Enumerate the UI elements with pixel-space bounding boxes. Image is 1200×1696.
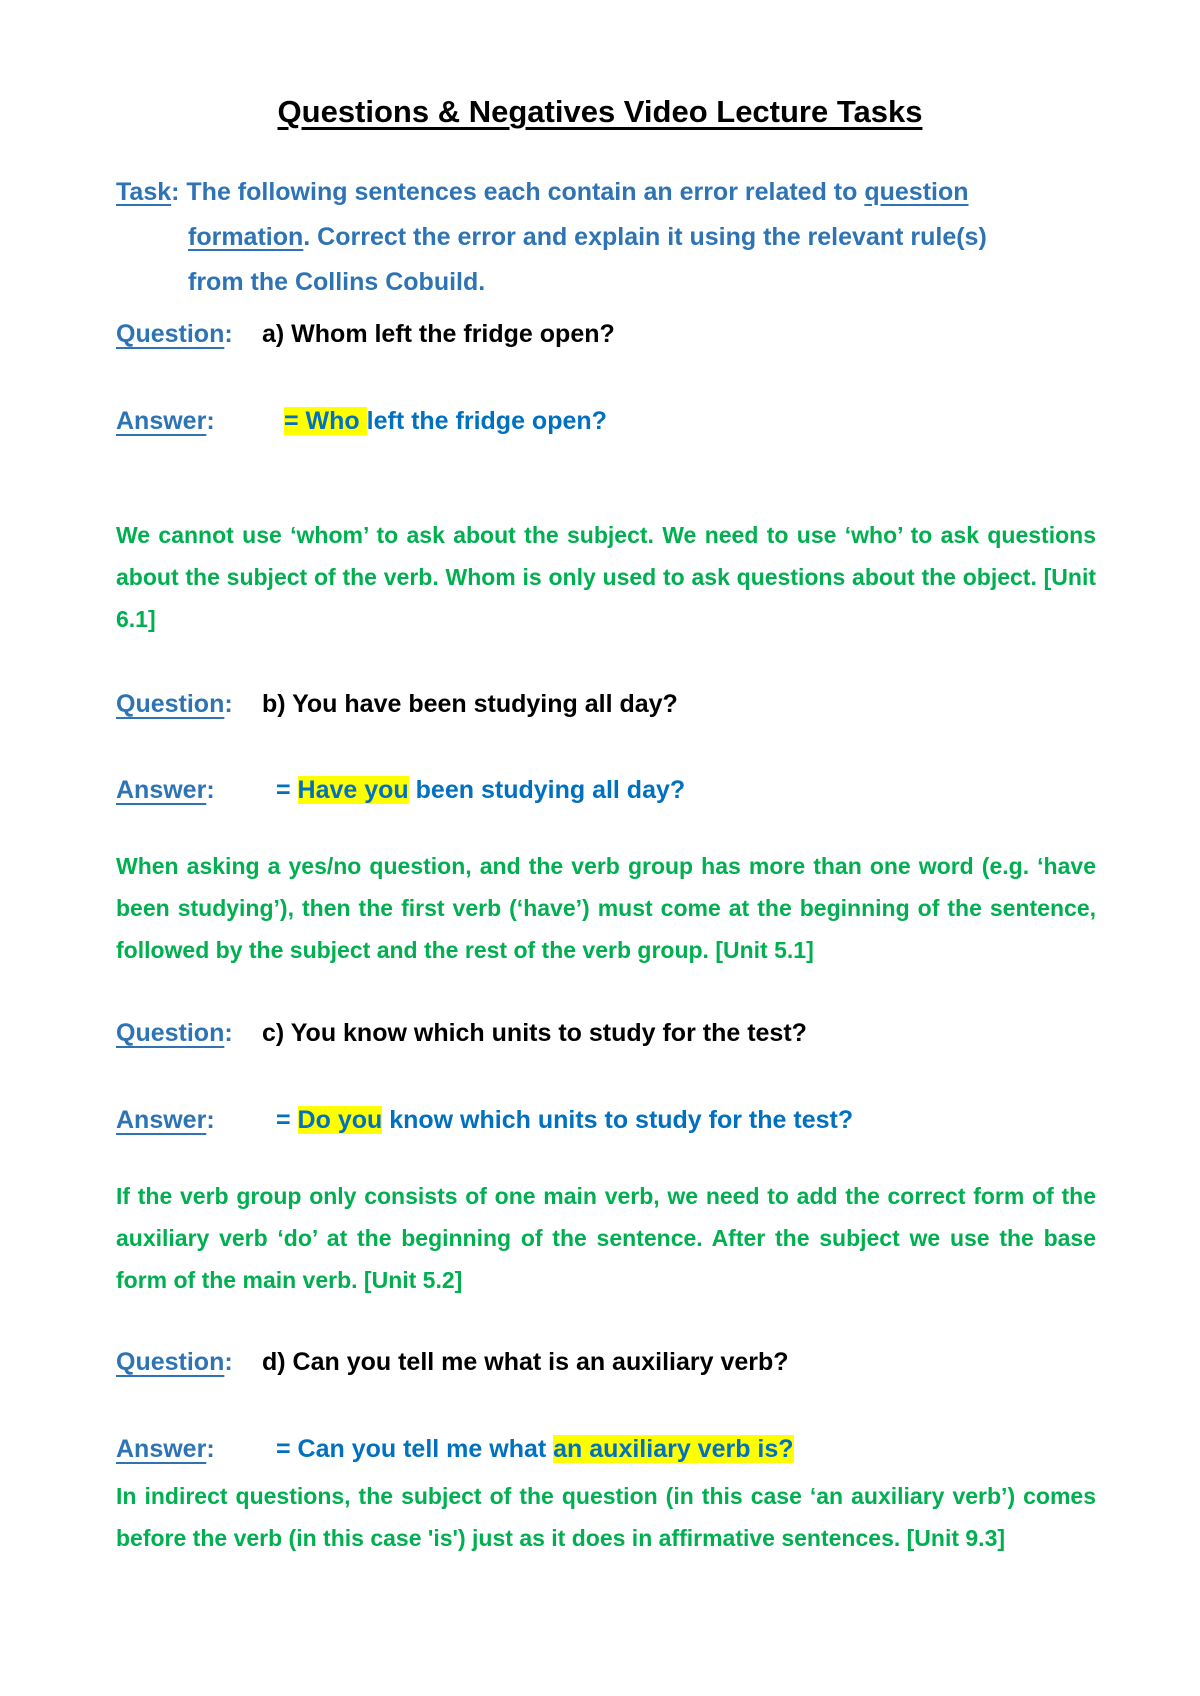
answer-label: Answer (116, 776, 207, 804)
question-colon: : (224, 1348, 233, 1376)
answer-highlight: an auxiliary verb is? (553, 1435, 794, 1463)
task-line-1: : The following sentences each contain an error related to (171, 178, 865, 206)
question-text: a) Whom left the fridge open? (262, 320, 615, 348)
question-colon: : (224, 1019, 233, 1047)
question-row-b (116, 690, 678, 719)
answer-text (276, 1435, 794, 1464)
answer-label: Answer (116, 1106, 207, 1134)
answer-label: Answer (116, 407, 207, 435)
answer-row-d (116, 1435, 794, 1464)
answer-text (276, 776, 685, 805)
answer-text (284, 407, 607, 436)
answer-colon: : (206, 776, 215, 804)
question-text: c) You know which units to study for the test? (262, 1019, 807, 1047)
question-row-a (116, 320, 615, 349)
question-row-c (116, 1019, 807, 1048)
question-colon: : (224, 690, 233, 718)
question-label: Question (116, 1019, 225, 1047)
explanation-b: When asking a yes/no question, and the verb group has more than one word (e.g. ‘have been studying’), then the first verb (‘have’) must come at the beginning of the sentence, followed by the subject and the rest of the verb group. [Unit 5.1] (116, 853, 1096, 963)
answer-rest: left the fridge open? (366, 407, 607, 435)
explanation-d: In indirect questions, the subject of the question (in this case ‘an auxiliary verb’) comes before the verb (in this case 'is') just as it does in affirmative sentences. [Unit 9.3] (116, 1483, 1096, 1551)
question-label: Question (116, 1348, 225, 1376)
answer-text (276, 1106, 853, 1135)
answer-prefix: = (276, 1106, 298, 1134)
question-row-d (116, 1348, 789, 1377)
answer-highlight: = Who (284, 407, 367, 435)
task-line-2: . Correct the error and explain it using the relevant rule(s) (303, 223, 987, 251)
question-label: Question (116, 690, 225, 718)
explanation-a: We cannot use ‘whom’ to ask about the subject. We need to use ‘who’ to ask questions about the subject of the verb. Whom is only used to ask questions about the object. [Unit 6.1] (116, 522, 1096, 632)
answer-highlight: Have you (297, 776, 409, 804)
answer-colon: : (206, 407, 215, 435)
answer-highlight: Do you (297, 1106, 383, 1134)
answer-prefix: = Can you tell me what (276, 1435, 554, 1463)
task-line-3: from the Collins Cobuild. (188, 268, 486, 296)
answer-rest: know which units to study for the test? (382, 1106, 854, 1134)
page-title: Questions & Negatives Video Lecture Tasks (277, 94, 923, 129)
question-text: b) You have been studying all day? (262, 690, 678, 718)
answer-label: Answer (116, 1435, 207, 1463)
question-colon: : (224, 320, 233, 348)
answer-row-c (116, 1106, 854, 1135)
explanation-c: If the verb group only consists of one main verb, we need to add the correct form of the auxiliary verb ‘do’ at the beginning of the sentence. After the subject we use the base form of the main verb. [Unit 5.2] (116, 1183, 1096, 1293)
answer-colon: : (206, 1106, 215, 1134)
answer-row-b (116, 776, 686, 805)
task-instructions (116, 170, 1056, 305)
answer-row-a (116, 407, 607, 436)
question-text: d) Can you tell me what is an auxiliary verb? (262, 1348, 789, 1376)
task-keyword-formation: formation (188, 223, 304, 251)
task-keyword-question: question (864, 178, 969, 206)
task-label: Task (116, 178, 172, 206)
answer-colon: : (206, 1435, 215, 1463)
answer-prefix: = (276, 776, 298, 804)
question-label: Question (116, 320, 225, 348)
answer-rest: been studying all day? (408, 776, 686, 804)
